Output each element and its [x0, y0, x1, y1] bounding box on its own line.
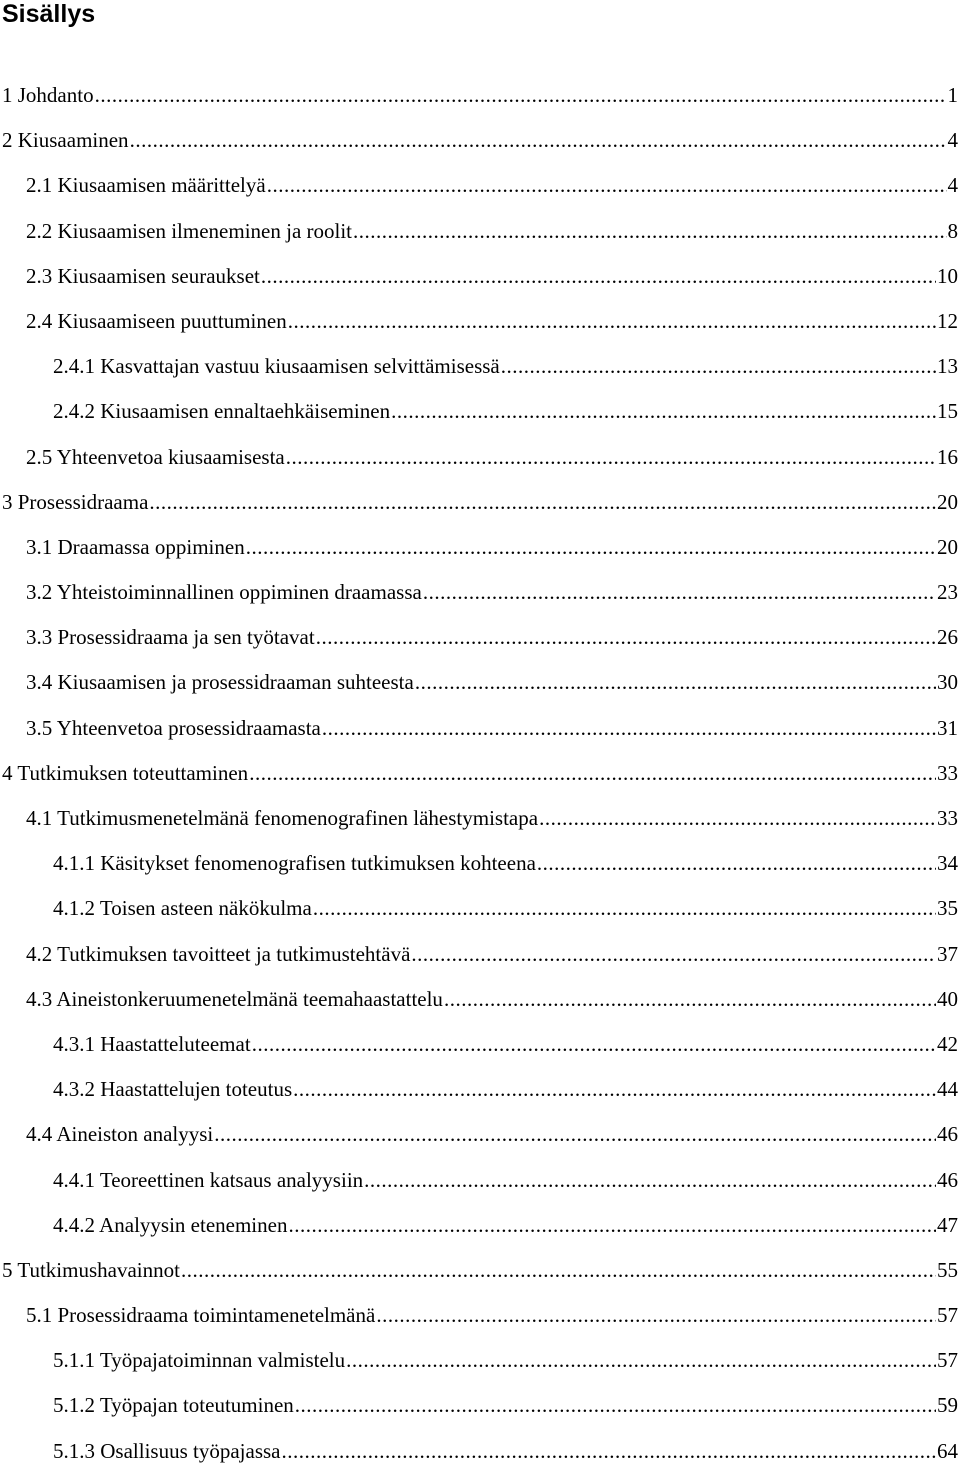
toc-entry-label: 5.1.2 Työpajan toteutuminen: [53, 1393, 294, 1418]
toc-entry[interactable]: [0, 660, 960, 705]
toc-entry[interactable]: [0, 254, 960, 299]
dot-leader: [316, 615, 936, 660]
toc-entry-page-number: 15: [937, 399, 958, 424]
toc-entry-page-number: 57: [937, 1348, 958, 1373]
toc-entry-label: 4.4.1 Teoreettinen katsaus analyysiin: [53, 1167, 364, 1192]
dot-leader: [261, 254, 936, 299]
toc-entry[interactable]: [0, 977, 960, 1022]
dot-leader: [391, 389, 936, 434]
toc-entry[interactable]: [0, 1203, 960, 1248]
toc-entry-label: 4.1.1 Käsitykset fenomenografisen tutkimuksen kohteena: [53, 851, 536, 876]
toc-entry[interactable]: [0, 435, 960, 480]
toc-entry[interactable]: [0, 615, 960, 660]
dot-leader: [95, 73, 947, 118]
toc-entry-label: 4.3.2 Haastattelujen toteutus: [53, 1077, 293, 1102]
toc-entry-page-number: 30: [937, 670, 958, 695]
toc-entry-label: 2.4.1 Kasvattajan vastuu kiusaamisen selvittämisessä: [53, 354, 500, 379]
toc-entry-page-number: 35: [937, 896, 958, 921]
toc-entry[interactable]: [0, 344, 960, 389]
dot-leader: [501, 344, 936, 389]
dot-leader: [288, 1203, 936, 1248]
dot-leader: [444, 977, 936, 1022]
toc-entry[interactable]: [0, 163, 960, 208]
dot-leader: [249, 751, 936, 796]
toc-entry[interactable]: [0, 389, 960, 434]
dot-leader: [537, 841, 936, 886]
toc-entry-label: 4.1 Tutkimusmenetelmänä fenomenografinen lähestymistapa: [26, 806, 539, 830]
toc-entry-page-number: 57: [937, 1303, 958, 1328]
toc-entry-page-number: 31: [937, 715, 958, 740]
dot-leader: [252, 1022, 936, 1067]
toc-entry-label: 5 Tutkimushavainnot: [2, 1257, 180, 1282]
dot-leader: [415, 660, 936, 705]
toc-entry-label: 2.1 Kiusaamisen määrittelyä: [26, 173, 266, 198]
toc-entry-label: 2 Kiusaaminen: [2, 128, 129, 153]
toc-entry-label: 4.4 Aineiston analyysi: [26, 1122, 214, 1147]
toc-entry-page-number: 44: [937, 1077, 958, 1102]
toc-entry-page-number: 20: [937, 489, 958, 514]
toc-entry[interactable]: [0, 525, 960, 570]
toc-entry-label: 2.4.2 Kiusaamisen ennaltaehkäiseminen: [53, 399, 391, 424]
dot-leader: [423, 570, 936, 615]
toc-entry-label: 4 Tutkimuksen toteuttaminen: [2, 760, 249, 785]
dot-leader: [539, 796, 936, 841]
toc-entry-page-number: 4: [947, 128, 958, 153]
toc-entry-page-number: 46: [937, 1167, 958, 1192]
toc-entry-page-number: 1: [947, 83, 958, 107]
dot-leader: [293, 1067, 936, 1112]
toc-entry-page-number: 64: [937, 1438, 958, 1463]
dot-leader: [346, 1338, 936, 1383]
toc-entry-label: 3.4 Kiusaamisen ja prosessidraaman suhteesta: [26, 670, 414, 695]
dot-leader: [130, 118, 947, 163]
toc-entry-label: 2.5 Yhteenvetoa kiusaamisesta: [26, 444, 285, 469]
dot-leader: [353, 209, 946, 254]
toc-entry-page-number: 33: [937, 760, 958, 785]
dot-leader: [288, 299, 936, 344]
toc-entry-label: 3.1 Draamassa oppiminen: [26, 534, 245, 559]
dot-leader: [246, 525, 936, 570]
table-of-contents: [0, 73, 960, 1474]
toc-entry-label: 1 Johdanto: [2, 83, 94, 107]
toc-entry-page-number: 20: [937, 534, 958, 559]
dot-leader: [214, 1112, 936, 1157]
toc-entry-label: 4.4.2 Analyysin eteneminen: [53, 1212, 288, 1237]
toc-entry-page-number: 55: [937, 1257, 958, 1282]
toc-entry-page-number: 47: [937, 1212, 958, 1237]
toc-entry-label: 4.1.2 Toisen asteen näkökulma: [53, 896, 312, 921]
dot-leader: [313, 886, 936, 931]
toc-entry-page-number: 34: [937, 851, 958, 876]
toc-entry[interactable]: [0, 209, 960, 254]
dot-leader: [364, 1158, 936, 1203]
toc-entry[interactable]: [0, 1383, 960, 1428]
dot-leader: [281, 1429, 936, 1474]
toc-entry[interactable]: [0, 299, 960, 344]
toc-entry[interactable]: [0, 796, 960, 841]
toc-entry-page-number: 8: [947, 218, 958, 243]
toc-entry-page-number: 23: [937, 580, 958, 605]
toc-entry-label: 4.3.1 Haastatteluteemat: [53, 1031, 251, 1056]
toc-entry[interactable]: [0, 118, 960, 163]
toc-entry-page-number: 46: [937, 1122, 958, 1147]
toc-entry-page-number: 12: [937, 308, 958, 333]
toc-entry-label: 3.5 Yhteenvetoa prosessidraamasta: [26, 715, 321, 740]
toc-entry[interactable]: [0, 751, 960, 796]
toc-entry-page-number: 59: [937, 1393, 958, 1418]
toc-entry-page-number: 4: [947, 173, 958, 198]
toc-entry[interactable]: [0, 1022, 960, 1067]
toc-entry[interactable]: [0, 1112, 960, 1157]
dot-leader: [322, 706, 936, 751]
toc-entry-page-number: 16: [937, 444, 958, 469]
toc-entry-label: 3.3 Prosessidraama ja sen työtavat: [26, 625, 315, 650]
toc-entry[interactable]: [0, 570, 960, 615]
toc-entry[interactable]: [0, 1338, 960, 1383]
toc-entry-page-number: 26: [937, 625, 958, 650]
toc-entry[interactable]: [0, 841, 960, 886]
toc-entry[interactable]: [0, 1293, 960, 1338]
toc-entry-label: 3.2 Yhteistoiminnallinen oppiminen draamassa: [26, 580, 422, 605]
dot-leader: [376, 1293, 936, 1338]
toc-entry[interactable]: [0, 73, 960, 118]
toc-entry-page-number: 42: [937, 1031, 958, 1056]
dot-leader: [181, 1248, 936, 1293]
toc-entry[interactable]: [0, 1158, 960, 1203]
toc-entry-label: 5.1.1 Työpajatoiminnan valmistelu: [53, 1348, 346, 1373]
toc-entry-page-number: 33: [937, 806, 958, 830]
toc-entry-label: 4.3 Aineistonkeruumenetelmänä teemahaastattelu: [26, 986, 443, 1011]
page-title: Sisällys: [2, 0, 96, 28]
dot-leader: [286, 435, 936, 480]
toc-entry[interactable]: [0, 886, 960, 931]
toc-entry[interactable]: [0, 1429, 960, 1474]
toc-entry-label: 4.2 Tutkimuksen tavoitteet ja tutkimustehtävä: [26, 941, 411, 966]
toc-entry-label: 5.1 Prosessidraama toimintamenetelmänä: [26, 1303, 376, 1328]
toc-entry-label: 2.2 Kiusaamisen ilmeneminen ja roolit: [26, 218, 353, 243]
toc-entry[interactable]: [0, 1248, 960, 1293]
toc-entry-label: 3 Prosessidraama: [2, 489, 149, 514]
toc-entry-page-number: 13: [937, 354, 958, 379]
toc-entry-page-number: 37: [937, 941, 958, 966]
dot-leader: [267, 163, 947, 208]
toc-entry[interactable]: [0, 480, 960, 525]
toc-entry-label: 2.3 Kiusaamisen seuraukset: [26, 263, 260, 288]
dot-leader: [295, 1383, 936, 1428]
toc-entry-page-number: 10: [937, 263, 958, 288]
toc-entry[interactable]: [0, 1067, 960, 1112]
toc-entry-page-number: 40: [937, 986, 958, 1011]
toc-entry[interactable]: [0, 706, 960, 751]
dot-leader: [149, 480, 936, 525]
dot-leader: [411, 932, 936, 977]
toc-entry-label: 2.4 Kiusaamiseen puuttuminen: [26, 308, 287, 333]
toc-entry[interactable]: [0, 932, 960, 977]
toc-entry-label: 5.1.3 Osallisuus työpajassa: [53, 1438, 281, 1463]
